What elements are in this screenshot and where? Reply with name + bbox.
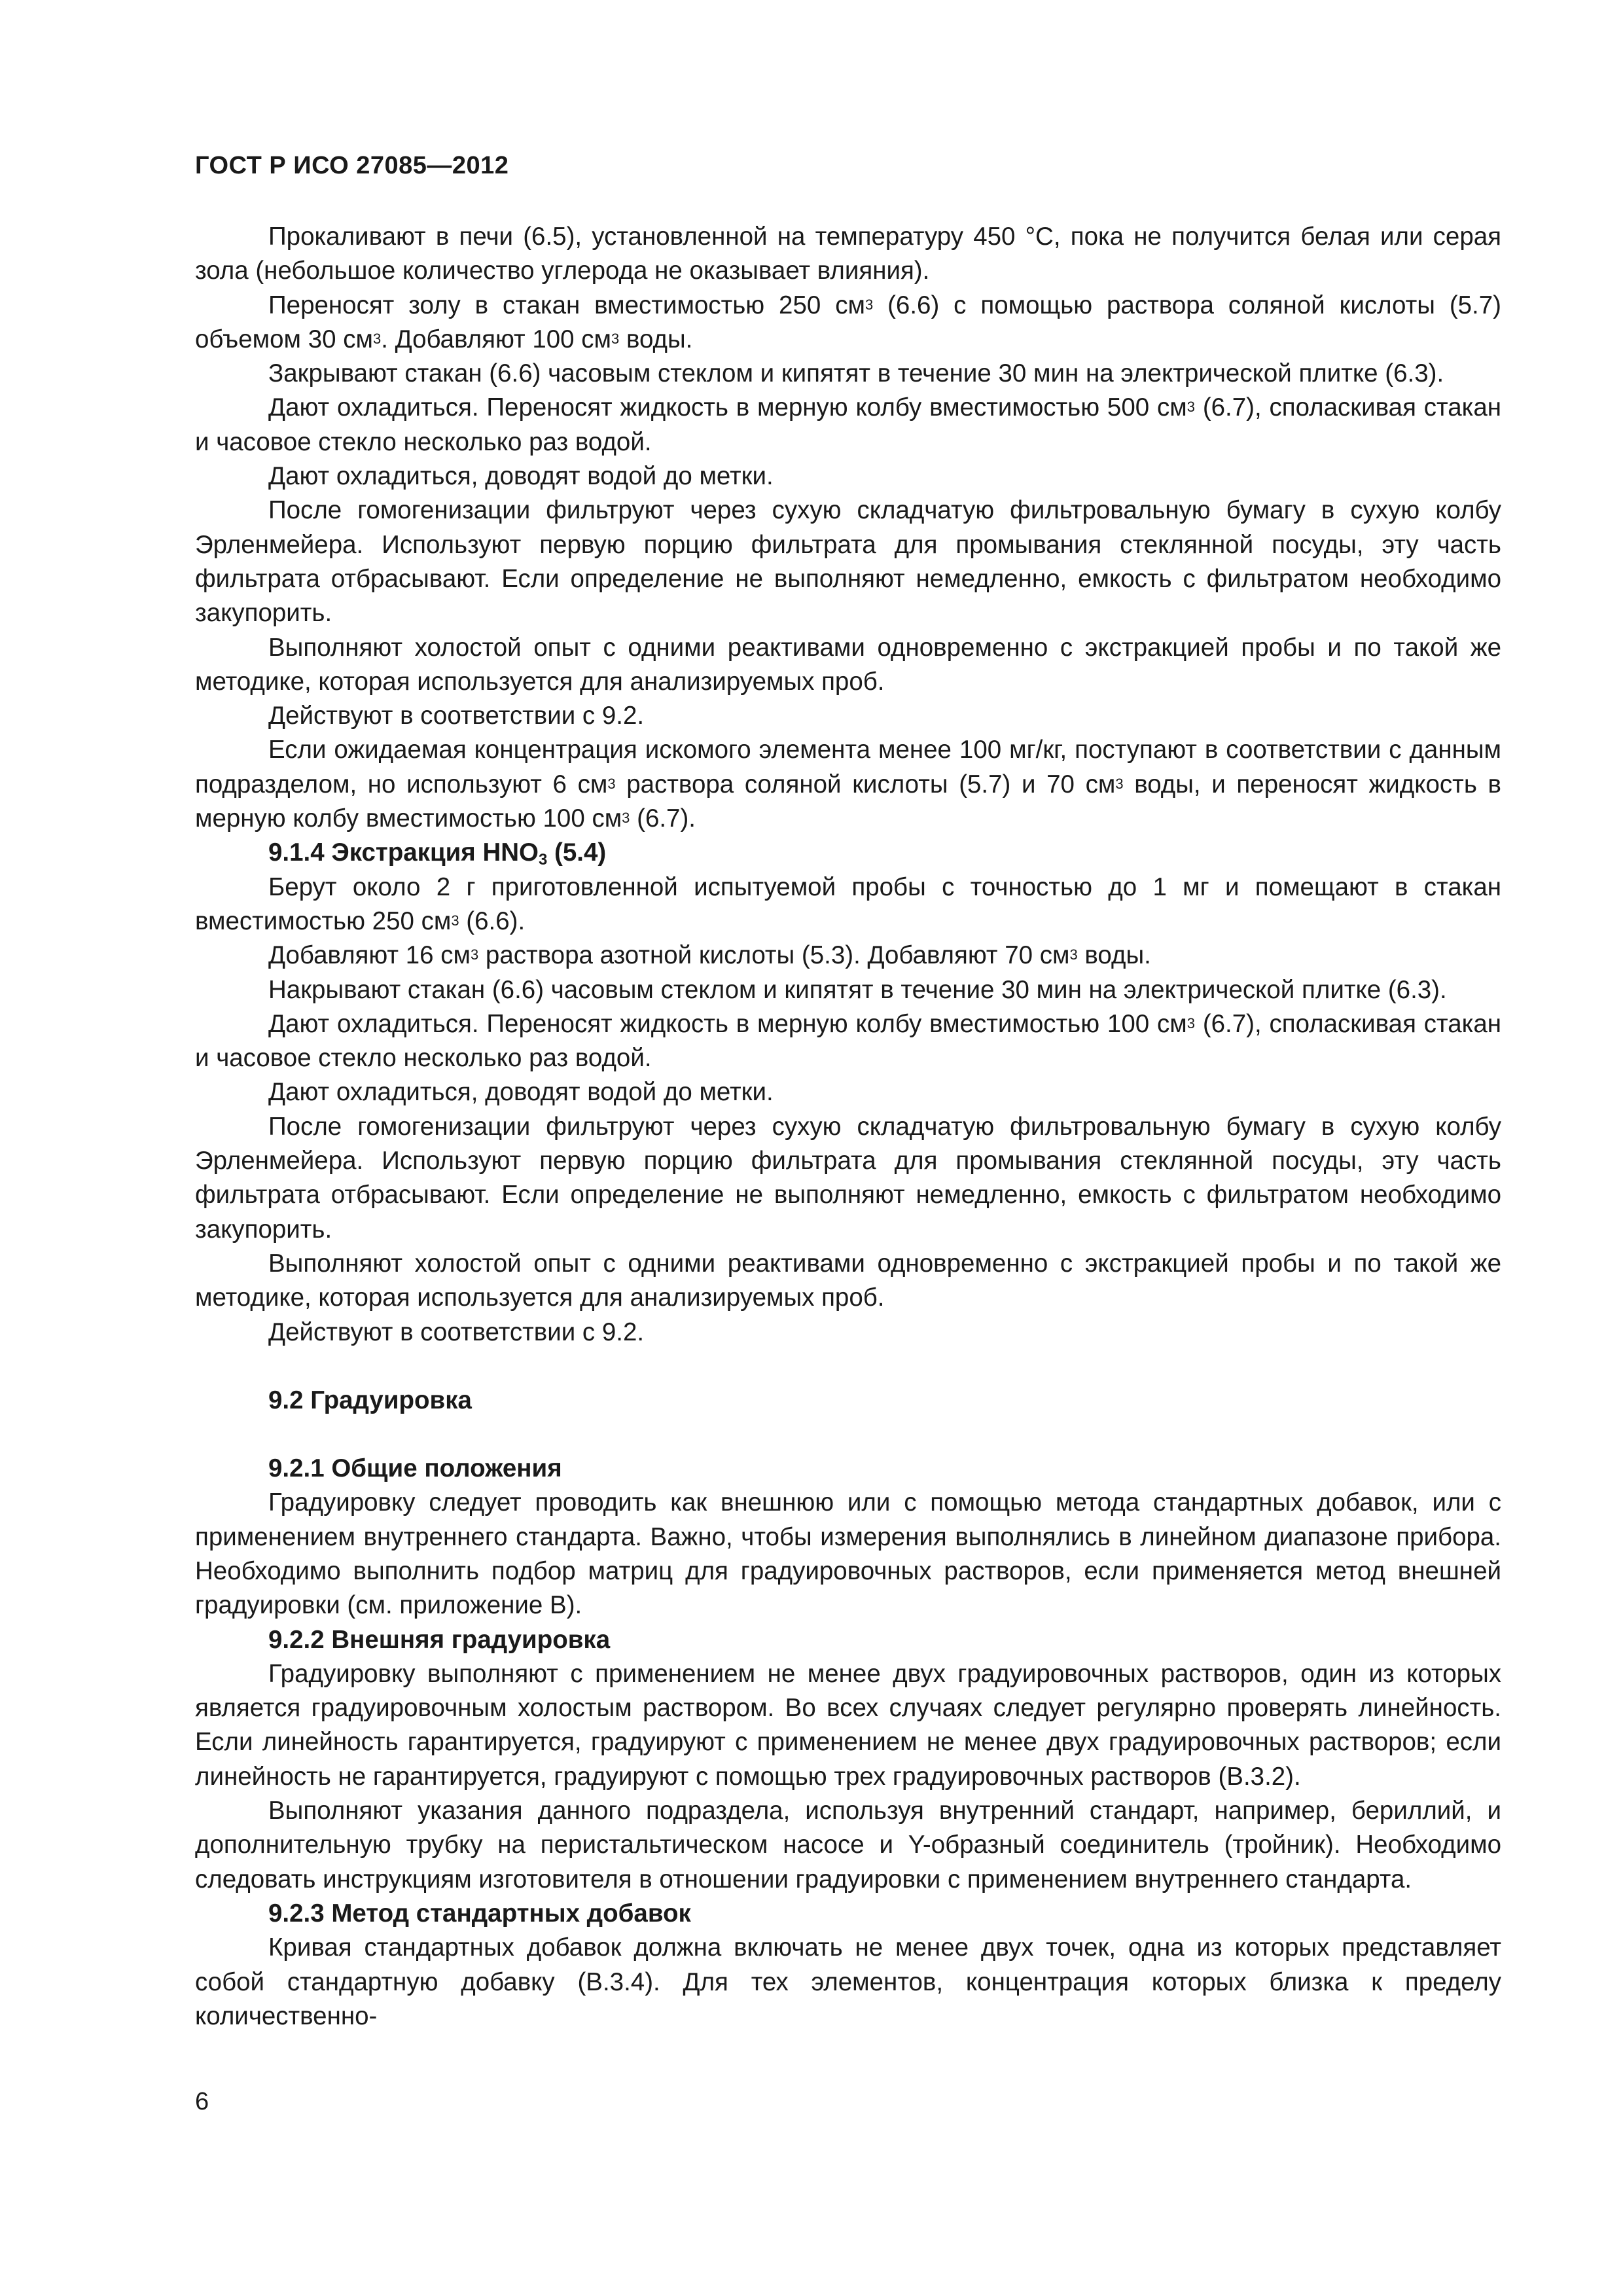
paragraph: Градуировку выполняют с применением не менее двух градуировочных растворов, один из которых является градуировочным холостым раствором. Во всех случаях следует регулярно проверять линейность. Если линейность гарантируется, градуируют с применением не менее двух градуировочных растворов; если линейность не гарантируется, градуируют с помощью трех градуировочных растворов (В.3.2). xyxy=(195,1659,1501,1791)
paragraph: Дают охладиться. Переносят жидкость в мерную колбу вместимостью 100 $см^3$ (6.7), споласкивая стакан и часовое стекло несколько раз водой. xyxy=(195,1009,1501,1073)
section-heading-9-2-2: 9.2.2 Внешняя градуировка xyxy=(268,1625,611,1654)
page-number: 6 xyxy=(195,2088,209,2115)
document-header-title: ГОСТ Р ИСО 27085—2012 xyxy=(195,152,509,179)
paragraph: Дают охладиться. Переносят жидкость в мерную колбу вместимостью 500 $см^3$ (6.7), споласкивая стакан и часовое стекло несколько раз водой. xyxy=(195,393,1501,456)
paragraph: Закрывают стакан (6.6) часовым стеклом и кипятят в течение 30 мин на электрической плитке (6.3). xyxy=(268,359,1444,388)
paragraph: Накрывают стакан (6.6) часовым стеклом и кипятят в течение 30 мин на электрической плитке (6.3). xyxy=(268,975,1447,1004)
paragraph: Переносят золу в стакан вместимостью 250 $см^3$ (6.6) с помощью раствора соляной кислоты (5.7) объемом 30 $см^3$. Добавляют 100 $см^3$ воды. xyxy=(195,291,1501,353)
paragraph: Прокаливают в печи (6.5), установленной на температуру 450 °С, пока не получится белая или серая зола (небольшое количество углерода не оказывает влияния). xyxy=(195,223,1501,285)
paragraph: Выполняют холостой опыт с одними реактивами одновременно с экстракцией пробы и по такой же методике, которая используется для анализируемых проб. xyxy=(195,633,1501,696)
paragraph: После гомогенизации фильтруют через сухую складчатую фильтровальную бумагу в сухую колбу Эрленмейера. Используют первую порцию фильтрата для промывания стеклянной посуды, эту часть фильтрата отбрасывают. Если определение не выполняют немедленно, емкость с фильтратом необходимо закупорить. xyxy=(195,1112,1501,1244)
paragraph: После гомогенизации фильтруют через сухую складчатую фильтровальную бумагу в сухую колбу Эрленмейера. Используют первую порцию фильтрата для промывания стеклянной посуды, эту часть фильтрата отбрасывают. Если определение не выполняют немедленно, емкость с фильтратом необходимо закупорить. xyxy=(195,496,1501,628)
section-heading-9-2: 9.2 Градуировка xyxy=(268,1386,472,1414)
paragraph: Кривая стандартных добавок должна включать не менее двух точек, одна из которых представляет собой стандартную добавку (В.3.4). Для тех элементов, концентрация которых близка к пределу количественно- xyxy=(195,1933,1501,2030)
paragraph: Если ожидаемая концентрация искомого элемента менее 100 мг/кг, поступают в соответствии с данным подразделом, но используют 6 $см^3$ раствора соляной кислоты (5.7) и 70 $см^3$ воды, и переносят жидкость в мерную колбу вместимостью 100 $см^3$ (6.7). xyxy=(195,736,1501,833)
paragraph: Берут около 2 г приготовленной испытуемой пробы с точностью до 1 мг и помещают в стакан вместимостью 250 $см^3$ (6.6). xyxy=(195,872,1501,935)
paragraph: Дают охладиться, доводят водой до метки. xyxy=(268,1078,774,1107)
paragraph: Действуют в соответствии с 9.2. xyxy=(268,1318,645,1346)
document-body xyxy=(195,220,1501,2034)
paragraph: Дают охладиться, доводят водой до метки. xyxy=(268,462,774,491)
paragraph: Действуют в соответствии с 9.2. xyxy=(268,702,645,730)
section-heading-9-1-4: 9.1.4 Экстракция $HNO_3$ (5.4) xyxy=(268,838,607,869)
paragraph: Выполняют холостой опыт с одними реактивами одновременно с экстракцией пробы и по такой же методике, которая используется для анализируемых проб. xyxy=(195,1249,1501,1312)
paragraph: Выполняют указания данного подраздела, используя внутренний стандарт, например, бериллий, и дополнительную трубку на перистальтическом насосе и Y-образный соединитель (тройник). Необходимо следовать инструкциям изготовителя в отношении градуировки с применением внутреннего стандарта. xyxy=(195,1797,1501,1893)
paragraph: Добавляют 16 $см^3$ раствора азотной кислоты (5.3). Добавляют 70 $см^3$ воды. xyxy=(268,941,1151,970)
paragraph: Градуировку следует проводить как внешнюю или с помощью метода стандартных добавок, или с применением внутреннего стандарта. Важно, чтобы измерения выполнялись в линейном диапазоне прибора. Необходимо выполнить подбор матриц для градуировочных растворов, если применяется метод внешней градуировки (см. приложение В). xyxy=(195,1488,1501,1620)
section-heading-9-2-1: 9.2.1 Общие положения xyxy=(268,1454,562,1483)
section-heading-9-2-3: 9.2.3 Метод стандартных добавок xyxy=(268,1899,691,1928)
